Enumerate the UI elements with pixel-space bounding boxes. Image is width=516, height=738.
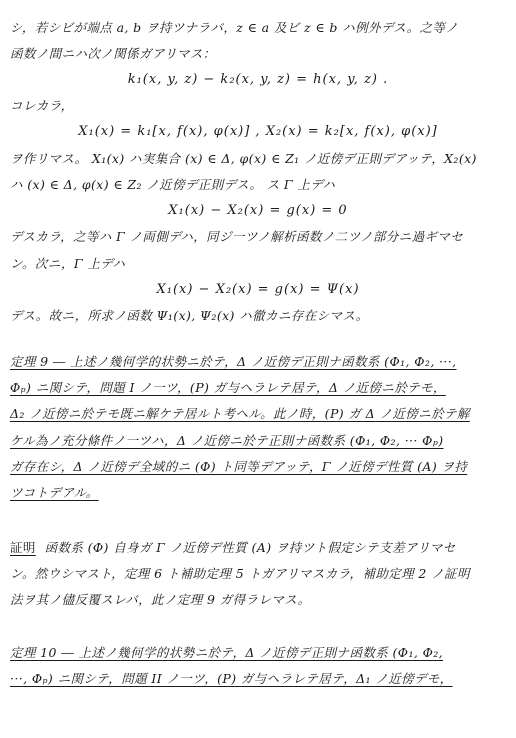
theorem-9-line: ケル為ノ充分條件ノ一ツハ，Δ ノ近傍ニ於テ正則ナ函数系 (Φ₁, Φ₂, ··· Φₚ) xyxy=(10,433,444,448)
theorem-9-line: Δ₂ ノ近傍ニ於テモ既ニ解ケテ居ルト考ヘル。此ノ時，(P) ガ Δ ノ近傍ニ於テ解 xyxy=(10,406,470,421)
equation: k₁(x, y, z) − k₂(x, y, z) = h(x, y, z) . xyxy=(127,72,389,87)
text-line: ヲ作リマス。 X₁(x) ハ実集合 (x) ∈ Δ, φ(x) ∈ Z₁ ノ近傍デ正則デアッテ，X₂(x) xyxy=(10,151,477,166)
proof-line xyxy=(10,540,508,556)
text-line: デス。故ニ，所求ノ函数 Ψ₁(x), Ψ₂(x) ハ徹カニ存在シマス。 xyxy=(10,308,369,323)
equation: X₁(x) − X₂(x) = g(x) = 0 xyxy=(168,203,348,218)
equation: X₁(x) = k₁[x, f(x), φ(x)] , X₂(x) = k₂[x, f(x), φ(x)] xyxy=(78,124,438,139)
equation: X₁(x) − X₂(x) = g(x) = Ψ(x) xyxy=(156,282,360,297)
theorem-9-line: ガ存在シ，Δ ノ近傍デ全域的ニ (Φ) ト同等デアッテ，Γ ノ近傍デ性質 (A) ヲ持 xyxy=(10,459,468,474)
text-line: ン。然ウシマスト，定理 6 ト補助定理 5 トガアリマスカラ，補助定理 2 ノ証明 xyxy=(10,566,470,581)
theorem-9-line: 定理 9 ― 上述ノ幾何学的状勢ニ於テ，Δ ノ近傍デ正則ナ函数系 (Φ₁, Φ₂, ···, xyxy=(10,354,457,369)
text-line: コレカラ， xyxy=(10,98,74,113)
text-line: 函数ノ間ニハ次ノ関係ガアリマス： xyxy=(10,46,216,61)
theorem-9-line: Φₚ) ニ関シテ，問題 I ノ一ツ，(P) ガ与ヘラレテ居テ，Δ ノ近傍ニ於テモ， xyxy=(10,380,446,395)
text-line: デスカラ，之等ハ Γ ノ両側デハ，同ジ一ツノ解析函数ノ二ツノ部分ニ過ギマセ xyxy=(10,229,464,244)
proof-label: 証明 xyxy=(10,540,36,555)
theorem-9-line: ツコトデアル。 xyxy=(10,485,99,500)
text-line: ン。次ニ，Γ 上デハ xyxy=(10,256,126,271)
theorem-10-line: 定理 10 ― 上述ノ幾何学的状勢ニ於テ，Δ ノ近傍デ正則ナ函数系 (Φ₁, Φ₂, xyxy=(10,645,444,660)
text-line: 法ヲ其ノ儘反覆スレバ，此ノ定理 9 ガ得ラレマス。 xyxy=(10,592,311,607)
text-line: シ，若シビが端点 a, b ヲ持ツナラバ，z ∈ a 及ビ z ∈ b ハ例外デス。之等ノ xyxy=(10,20,459,35)
text-line: ハ (x) ∈ Δ, φ(x) ∈ Z₂ ノ近傍デ正則デス。 ス Γ 上デハ xyxy=(10,177,336,192)
theorem-10-line: ···, Φₚ) ニ関シテ，問題 II ノ一ツ，(P) ガ与ヘラレテ居テ，Δ₁ ノ近傍デモ， xyxy=(10,671,453,686)
proof-text: 函数系 (Φ) 自身ガ Γ ノ近傍デ性質 (A) ヲ持ツト假定シテ支差アリマセ xyxy=(44,540,456,555)
